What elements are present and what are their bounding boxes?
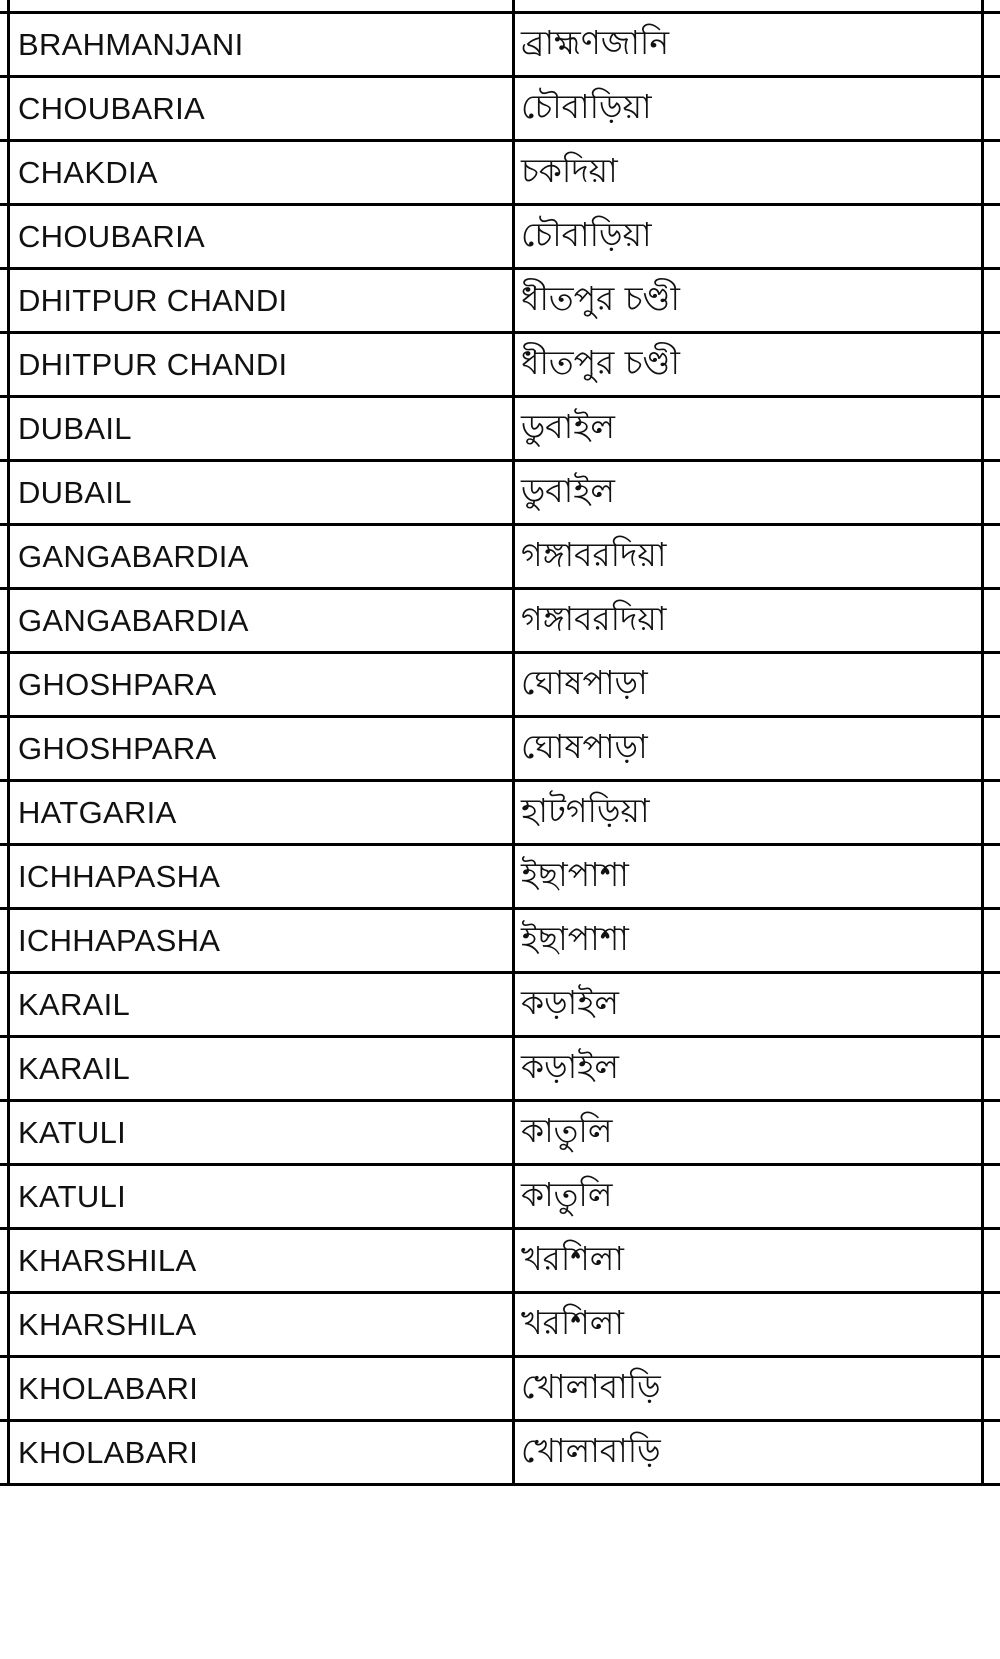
table-row [0, 1165, 1000, 1229]
right-edge-cell [983, 717, 1000, 781]
right-edge-cell [983, 909, 1000, 973]
english-name-cell: GHOSHPARA [9, 717, 514, 781]
bengali-name-cell: ধীতপুর চণ্ডী [514, 333, 983, 397]
bengali-name-cell: গঙ্গাবরদিয়া [514, 589, 983, 653]
right-edge-cell [983, 77, 1000, 141]
bengali-name-cell: ডুবাইল [514, 397, 983, 461]
right-edge-cell [983, 1165, 1000, 1229]
english-name-cell: KHARSHILA [9, 1229, 514, 1293]
left-edge-cell [0, 397, 9, 461]
english-name-cell: KHARSHILA [9, 1293, 514, 1357]
left-edge-cell [0, 589, 9, 653]
bengali-name-cell: কড়াইল [514, 973, 983, 1037]
left-edge-cell [0, 205, 9, 269]
table-row [0, 0, 1000, 13]
english-name-cell: ICHHAPASHA [9, 845, 514, 909]
left-edge-cell [0, 845, 9, 909]
table-row [0, 717, 1000, 781]
table-row [0, 1293, 1000, 1357]
bengali-name-cell: খরশিলা [514, 1293, 983, 1357]
bengali-name-cell: চৌবাড়িয়া [514, 205, 983, 269]
bengali-name-cell: ব্রাহ্মণজানি [514, 13, 983, 77]
left-edge-cell [0, 653, 9, 717]
left-edge-cell [0, 1037, 9, 1101]
right-edge-cell [983, 589, 1000, 653]
right-edge-cell [983, 397, 1000, 461]
table-row [0, 781, 1000, 845]
bengali-name-cell: ধীতপুর চণ্ডী [514, 269, 983, 333]
table-row [0, 589, 1000, 653]
table-row [0, 525, 1000, 589]
right-edge-cell [983, 973, 1000, 1037]
left-edge-cell [0, 1101, 9, 1165]
table-row [0, 13, 1000, 77]
bengali-name-cell: খরশিলা [514, 1229, 983, 1293]
english-name-cell: KHOLABARI [9, 1357, 514, 1421]
bengali-name-cell: ইছাপাশা [514, 845, 983, 909]
bengali-name-cell: ঘোষপাড়া [514, 717, 983, 781]
left-edge-cell [0, 0, 9, 13]
right-edge-cell [983, 333, 1000, 397]
table-row [0, 845, 1000, 909]
bengali-name-cell: খোলাবাড়ি [514, 1421, 983, 1485]
english-name-cell: GANGABARDIA [9, 589, 514, 653]
bengali-name-cell: ঘোষপাড়া [514, 653, 983, 717]
left-edge-cell [0, 77, 9, 141]
english-name-cell: CHOUBARIA [9, 77, 514, 141]
english-name-cell [9, 0, 514, 13]
left-edge-cell [0, 717, 9, 781]
left-edge-cell [0, 909, 9, 973]
left-edge-cell [0, 973, 9, 1037]
bengali-name-cell: চৌবাড়িয়া [514, 77, 983, 141]
bengali-name-cell: ডুবাইল [514, 461, 983, 525]
bengali-name-cell: কড়াইল [514, 1037, 983, 1101]
left-edge-cell [0, 269, 9, 333]
table-row [0, 77, 1000, 141]
right-edge-cell [983, 845, 1000, 909]
table-row [0, 909, 1000, 973]
english-name-cell: KARAIL [9, 1037, 514, 1101]
left-edge-cell [0, 1229, 9, 1293]
bengali-name-cell [514, 0, 983, 13]
english-name-cell: GHOSHPARA [9, 653, 514, 717]
right-edge-cell [983, 653, 1000, 717]
english-name-cell: HATGARIA [9, 781, 514, 845]
right-edge-cell [983, 205, 1000, 269]
table-row [0, 141, 1000, 205]
table-row [0, 653, 1000, 717]
left-edge-cell [0, 781, 9, 845]
right-edge-cell [983, 1229, 1000, 1293]
table-row [0, 1037, 1000, 1101]
english-name-cell: GANGABARDIA [9, 525, 514, 589]
left-edge-cell [0, 1165, 9, 1229]
right-edge-cell [983, 0, 1000, 13]
english-name-cell: DHITPUR CHANDI [9, 269, 514, 333]
right-edge-cell [983, 1357, 1000, 1421]
table-row [0, 205, 1000, 269]
right-edge-cell [983, 141, 1000, 205]
bengali-name-cell: গঙ্গাবরদিয়া [514, 525, 983, 589]
right-edge-cell [983, 781, 1000, 845]
table-row [0, 397, 1000, 461]
right-edge-cell [983, 525, 1000, 589]
right-edge-cell [983, 1421, 1000, 1485]
right-edge-cell [983, 269, 1000, 333]
table-row [0, 269, 1000, 333]
bengali-name-cell: হাটগড়িয়া [514, 781, 983, 845]
left-edge-cell [0, 525, 9, 589]
right-edge-cell [983, 1293, 1000, 1357]
english-name-cell: ICHHAPASHA [9, 909, 514, 973]
table-row [0, 1357, 1000, 1421]
english-name-cell: DUBAIL [9, 461, 514, 525]
right-edge-cell [983, 1037, 1000, 1101]
table-row [0, 1101, 1000, 1165]
bengali-name-cell: চকদিয়া [514, 141, 983, 205]
english-name-cell: KATULI [9, 1165, 514, 1229]
table-row [0, 1421, 1000, 1485]
right-edge-cell [983, 1101, 1000, 1165]
bengali-name-cell: খোলাবাড়ি [514, 1357, 983, 1421]
table-row [0, 333, 1000, 397]
english-name-cell: KHOLABARI [9, 1421, 514, 1485]
left-edge-cell [0, 141, 9, 205]
table-row [0, 461, 1000, 525]
table-row [0, 1229, 1000, 1293]
english-name-cell: CHOUBARIA [9, 205, 514, 269]
table-row [0, 973, 1000, 1037]
english-name-cell: DUBAIL [9, 397, 514, 461]
left-edge-cell [0, 13, 9, 77]
english-name-cell: BRAHMANJANI [9, 13, 514, 77]
left-edge-cell [0, 1293, 9, 1357]
left-edge-cell [0, 1357, 9, 1421]
right-edge-cell [983, 461, 1000, 525]
bengali-name-cell: কাতুলি [514, 1165, 983, 1229]
english-name-cell: CHAKDIA [9, 141, 514, 205]
english-name-cell: KARAIL [9, 973, 514, 1037]
right-edge-cell [983, 13, 1000, 77]
english-name-cell: KATULI [9, 1101, 514, 1165]
left-edge-cell [0, 461, 9, 525]
bengali-name-cell: ইছাপাশা [514, 909, 983, 973]
left-edge-cell [0, 333, 9, 397]
bengali-name-cell: কাতুলি [514, 1101, 983, 1165]
left-edge-cell [0, 1421, 9, 1485]
english-name-cell: DHITPUR CHANDI [9, 333, 514, 397]
